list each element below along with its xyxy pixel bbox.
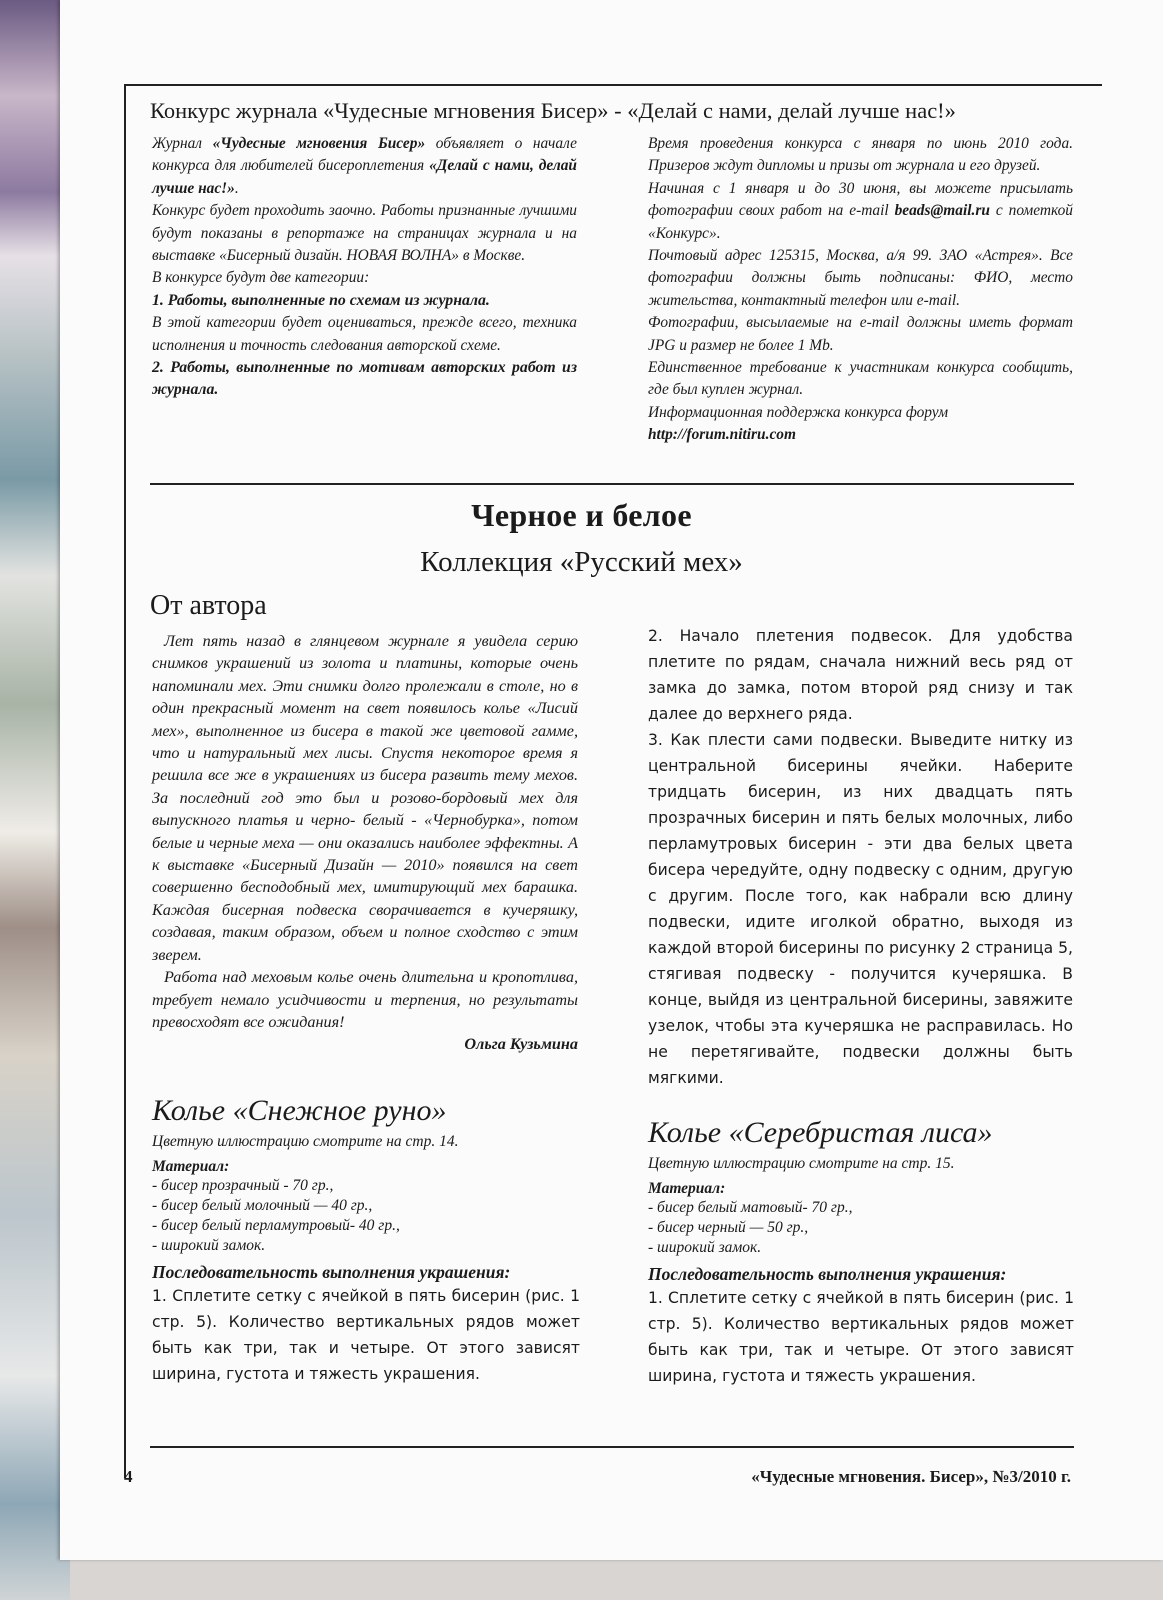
magazine-footer: «Чудесные мгновения. Бисер», №3/2010 г.	[751, 1467, 1071, 1486]
necklace-2-illustration: Цветную иллюстрацию смотрите на стр. 15.	[648, 1155, 955, 1172]
necklace-2-steps-label: Последовательность выполнения украшения:	[648, 1264, 1007, 1284]
contest-dates: Время проведения конкурса с января по июнь 2010 года. Призеров ждут дипломы и призы от журнала и его друзей.	[648, 135, 1073, 175]
necklace-2-step-1: 1. Сплетите сетку с ячейкой в пять бисерин (рис. 1 стр. 5). Количество вертикальных рядов может быть как три, так и четыре. От этого зависят ширина, густота и тяжесть украшения.	[648, 1289, 1074, 1385]
necklace-2-material-3: - широкий замок.	[648, 1239, 762, 1256]
article-subtitle: Коллекция «Русский мех»	[420, 546, 743, 578]
necklace-2-material-2: - бисер черный — 50 гр.,	[648, 1219, 809, 1236]
contest-title: Конкурс журнала «Чудесные мгновения Бисер» - «Делай с нами, делай лучше нас!»	[150, 98, 956, 123]
contest-intro-2: объявляет о начале конкурса для любителей бисероплетения	[152, 135, 578, 175]
contest-intro-1: Журнал	[152, 135, 213, 152]
footer-divider	[150, 1446, 1074, 1448]
necklace-2-material-label: Материал:	[648, 1180, 726, 1197]
contest-send-1: Начиная с 1 января и до 30 июня, вы можете присылать фотографии своих работ на e-mail	[648, 179, 1073, 220]
necklace-1-steps-label: Последовательность выполнения украшения:	[152, 1262, 511, 1282]
contest-send	[648, 178, 1073, 245]
author-signature: Ольга Кузьмина	[464, 1035, 578, 1054]
necklace-1-material-label: Материал:	[152, 1158, 230, 1175]
necklace-2-material-1: - бисер белый матовый- 70 гр.,	[648, 1199, 853, 1216]
contest-category-1-desc: В этой категории будет оцениваться, прежде всего, техника исполнения и точность следования авторской схеме.	[152, 314, 577, 354]
necklace-1-material-4: - широкий замок.	[152, 1237, 266, 1254]
necklace-1-material-3: - бисер белый перламутровый- 40 гр.,	[152, 1217, 400, 1234]
contest-intro	[152, 133, 577, 200]
necklace-2-section	[648, 1116, 1074, 1389]
author-paragraph-2: Работа над меховым колье очень длительна и кропотлива, требует немало усидчивости и терпения, но результаты превосходят все ожидания!	[152, 968, 578, 1031]
necklace-1-material-2: - бисер белый молочный — 40 гр.,	[152, 1197, 373, 1214]
necklace-1-section	[152, 1094, 580, 1387]
necklace-2-title: Колье «Серебристая лиса»	[648, 1116, 993, 1149]
contest-format: Конкурс будет проходить заочно. Работы признанные лучшими будут показаны в репортаже на страницах журнала и на выставке «Бисерный дизайн. НОВАЯ ВОЛНА» в Москве.	[152, 202, 577, 265]
contest-category-1: 1. Работы, выполненные по схемам из журнала.	[152, 291, 490, 309]
section-divider	[150, 483, 1074, 485]
necklace-1-step-1: 1. Сплетите сетку с ячейкой в пять бисерин (рис. 1 стр. 5). Количество вертикальных рядов может быть как три, так и четыре. От этого зависят ширина, густота и тяжесть украшения.	[152, 1287, 580, 1383]
steps-paragraph-3: 3. Как плести сами подвески. Выведите нитку из центральной бисерины ячейки. Наберите тридцать бисерин, из них двадцать пять прозрачных бисерин и пять белых молочных, либо перламутровых бисерин - эти два белых цвета бисера чередуйте, одну подвеску с одним, другую с другим. После того, как набрали всю длину подвески, идите иголкой обратно, выходя из каждой второй бисерины по рисунку 2 страница 5, стягивая подвеску - получится кучеряшка. В конце, выйдя из центральной бисерины, завяжите узелок, чтобы эта кучеряшка не расправилась. Но не перетягивайте, подвески должны быть мягкими.	[648, 731, 1073, 1087]
contest-email[interactable]: beads@mail.ru	[894, 202, 990, 220]
contest-categories: В конкурсе будут две категории:	[152, 269, 370, 287]
steps-right-column	[648, 623, 1073, 1091]
steps-paragraph-2: 2. Начало плетения подвесок. Для удобства плетите по рядам, сначала нижний весь ряд от замка до замка, потом второй ряд снизу и так далее до верхнего ряда.	[648, 627, 1073, 723]
contest-category-2: 2. Работы, выполненные по мотивам авторских работ из журнала.	[152, 359, 577, 399]
contest-intro-3: .	[234, 179, 239, 197]
author-paragraph-1: Лет пять назад в глянцевом журнале я увидела серию снимков украшений из золота и платины, которые очень напоминали мех. Эти снимки долго пролежали в столе, но в один прекрасный момент на свет появилось колье «Лисий мех», выполненное из бисера в такой же цветовой гамме, что и натуральный мех лисы. Спустя некоторое время я решила все же в украшениях из бисера развить тему мехов. За последний год это был и розово-бордовый мех для выпускного платья и черно- белый - «Чернобурка», потом белые и черные меха — они оказались наиболее эффектны. А к выставке «Бисерный Дизайн — 2010» появился на свет совершенно бесподобный мех, имитирующий мех барашка. Каждая бисерная подвеска сворачивается в кучеряшку, создавая, таким образом, объем и полное сходство с этим зверем.	[152, 632, 578, 964]
necklace-1-title: Колье «Снежное руно»	[152, 1094, 447, 1127]
contest-forum-label: Информационная поддержка конкурса форум	[648, 403, 949, 421]
contest-send-2: с пометкой «Конкурс».	[648, 202, 1073, 242]
contest-left-column	[152, 133, 577, 402]
necklace-1-illustration: Цветную иллюстрацию смотрите на стр. 14.	[152, 1133, 459, 1150]
article-title: Черное и белое	[471, 497, 692, 533]
contest-intro-magazine: «Чудесные мгновения Бисер»	[212, 135, 426, 152]
contest-photo-format: Фотографии, высылаемые на e-mail должны иметь формат JPG и размер не более 1 Mb.	[648, 314, 1073, 354]
contest-intro-slogan: «Делай с нами, делай лучше нас!»	[152, 157, 577, 197]
author-heading: От автора	[150, 590, 267, 621]
contest-address: Почтовый адрес 125315, Москва, а/я 99. ЗАО «Астрея». Все фотографии должны быть подписаны: ФИО, место жительства, контактный телефон или e-mail.	[648, 247, 1073, 309]
author-column	[152, 630, 578, 1056]
contest-forum-link[interactable]: http://forum.nitiru.com	[648, 426, 796, 444]
contest-right-column	[648, 133, 1073, 447]
page-number: 4	[124, 1467, 133, 1486]
contest-requirement: Единственное требование к участникам конкурса сообщить, где был куплен журнал.	[648, 359, 1073, 399]
necklace-1-material-1: - бисер прозрачный - 70 гр.,	[152, 1177, 334, 1194]
